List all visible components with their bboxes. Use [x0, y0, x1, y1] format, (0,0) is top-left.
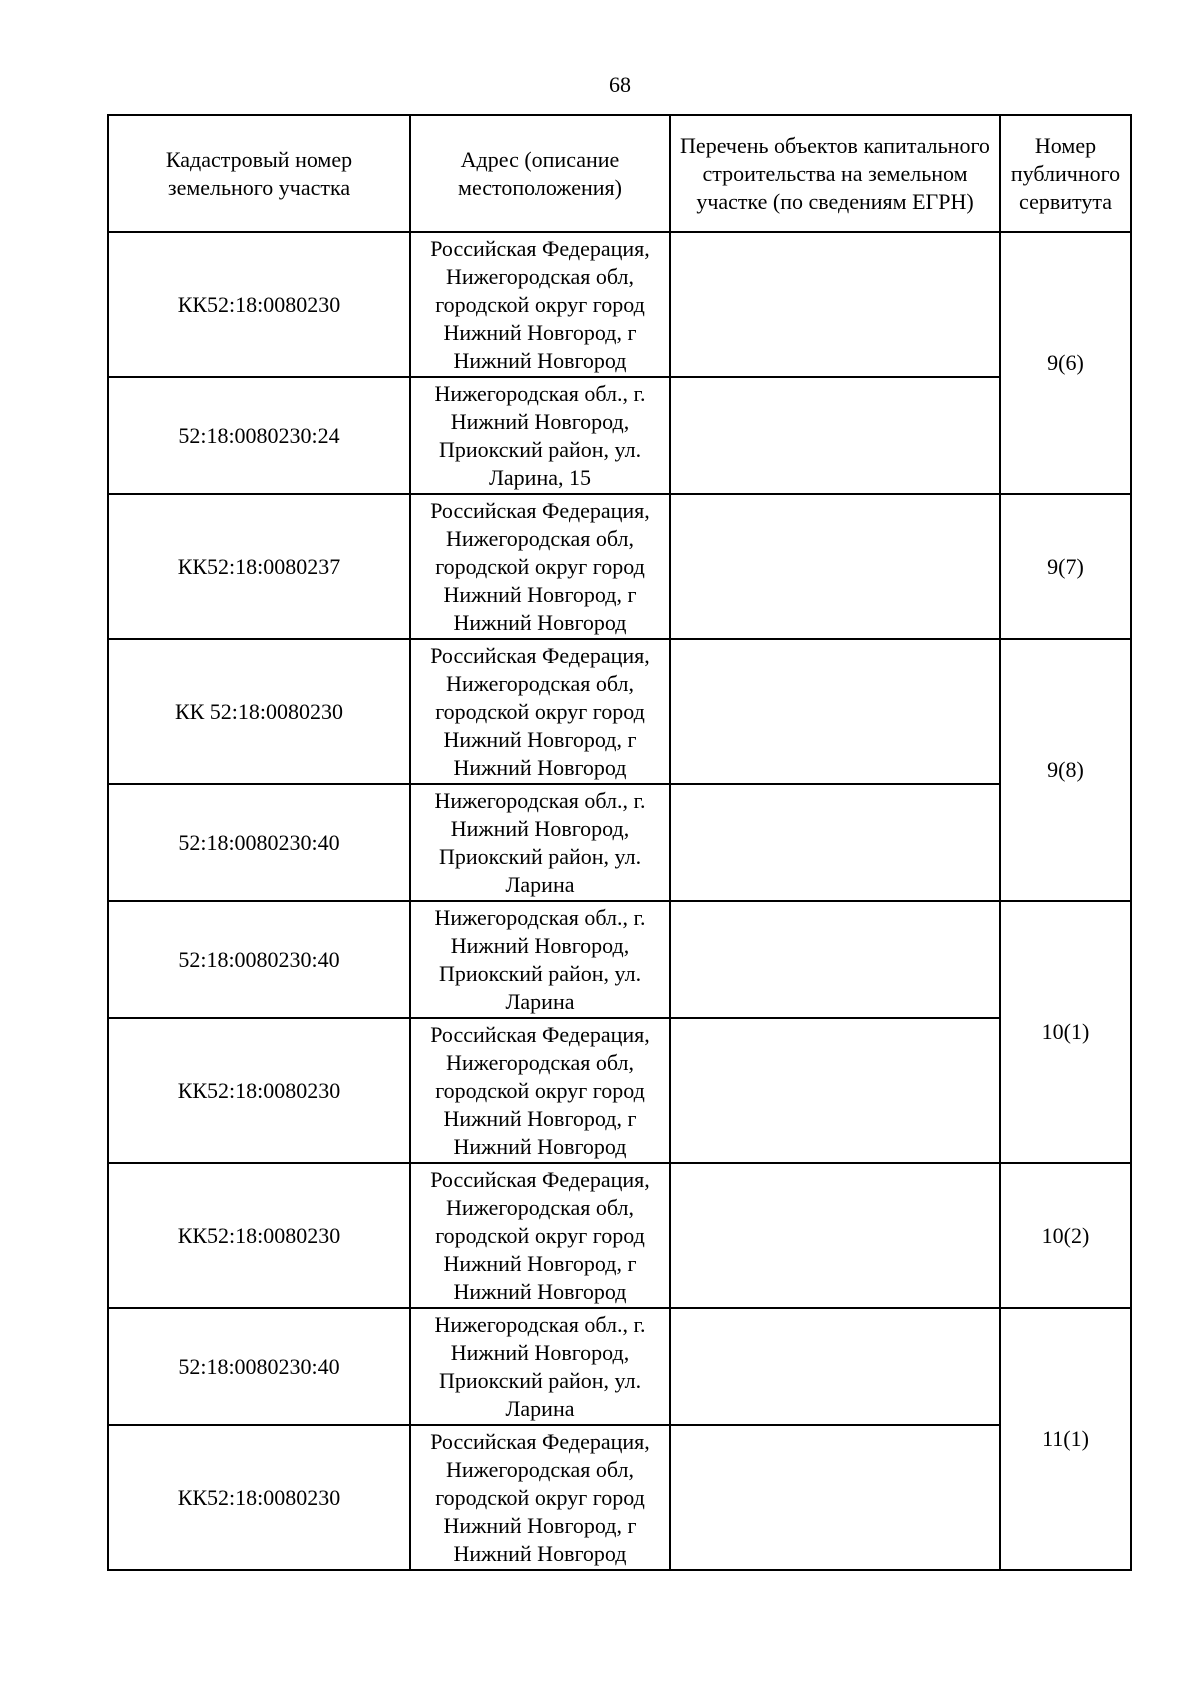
objects-cell — [670, 377, 1000, 494]
address-cell: Российская Федерация, Нижегородская обл, городской округ город Нижний Новгород, г Нижний Новгород — [410, 639, 670, 784]
table-row — [108, 901, 1131, 1018]
header-address: Адрес (описание местоположения) — [410, 115, 670, 232]
cadastral-number-cell: 52:18:0080230:40 — [108, 1308, 410, 1425]
table-row — [108, 1163, 1131, 1308]
table-row — [108, 1308, 1131, 1425]
objects-cell — [670, 1018, 1000, 1163]
cadastral-number-cell: КК52:18:0080230 — [108, 1425, 410, 1570]
header-objects: Перечень объектов капитального строительства на земельном участке (по сведениям ЕГРН) — [670, 115, 1000, 232]
objects-cell — [670, 1163, 1000, 1308]
address-cell: Нижегородская обл., г. Нижний Новгород, Приокский район, ул. Ларина — [410, 901, 670, 1018]
address-cell: Нижегородская обл., г. Нижний Новгород, Приокский район, ул. Ларина, 15 — [410, 377, 670, 494]
address-cell: Российская Федерация, Нижегородская обл, городской округ город Нижний Новгород, г Нижний Новгород — [410, 1425, 670, 1570]
table-row — [108, 377, 1131, 494]
servitude-number-cell: 9(7) — [1000, 494, 1131, 639]
servitude-number-cell: 11(1) — [1000, 1308, 1131, 1570]
address-cell: Нижегородская обл., г. Нижний Новгород, Приокский район, ул. Ларина — [410, 784, 670, 901]
table-row — [108, 1018, 1131, 1163]
objects-cell — [670, 784, 1000, 901]
address-cell: Российская Федерация, Нижегородская обл, городской округ город Нижний Новгород, г Нижний Новгород — [410, 1163, 670, 1308]
address-cell: Российская Федерация, Нижегородская обл, городской округ город Нижний Новгород, г Нижний Новгород — [410, 232, 670, 377]
table-row — [108, 784, 1131, 901]
servitude-number-cell: 10(1) — [1000, 901, 1131, 1163]
table-row — [108, 494, 1131, 639]
cadastral-number-cell: КК52:18:0080237 — [108, 494, 410, 639]
objects-cell — [670, 494, 1000, 639]
objects-cell — [670, 232, 1000, 377]
header-cadastral-number: Кадастровый номер земельного участка — [108, 115, 410, 232]
servitude-table — [107, 114, 1132, 1571]
cadastral-number-cell: КК 52:18:0080230 — [108, 639, 410, 784]
table-header-row — [108, 115, 1131, 232]
address-cell: Российская Федерация, Нижегородская обл, городской округ город Нижний Новгород, г Нижний Новгород — [410, 1018, 670, 1163]
servitude-number-cell: 9(8) — [1000, 639, 1131, 901]
servitude-number-cell: 9(6) — [1000, 232, 1131, 494]
objects-cell — [670, 1425, 1000, 1570]
cadastral-number-cell: 52:18:0080230:40 — [108, 901, 410, 1018]
objects-cell — [670, 639, 1000, 784]
cadastral-number-cell: КК52:18:0080230 — [108, 232, 410, 377]
header-servitude-number: Номер публичного сервитута — [1000, 115, 1131, 232]
servitude-number-cell: 10(2) — [1000, 1163, 1131, 1308]
objects-cell — [670, 1308, 1000, 1425]
table-row — [108, 1425, 1131, 1570]
address-cell: Российская Федерация, Нижегородская обл, городской округ город Нижний Новгород, г Нижний Новгород — [410, 494, 670, 639]
cadastral-number-cell: 52:18:0080230:40 — [108, 784, 410, 901]
cadastral-number-cell: 52:18:0080230:24 — [108, 377, 410, 494]
table-row — [108, 232, 1131, 377]
objects-cell — [670, 901, 1000, 1018]
page-number: 68 — [609, 72, 631, 97]
cadastral-number-cell: КК52:18:0080230 — [108, 1018, 410, 1163]
address-cell: Нижегородская обл., г. Нижний Новгород, Приокский район, ул. Ларина — [410, 1308, 670, 1425]
cadastral-number-cell: КК52:18:0080230 — [108, 1163, 410, 1308]
table-row — [108, 639, 1131, 784]
